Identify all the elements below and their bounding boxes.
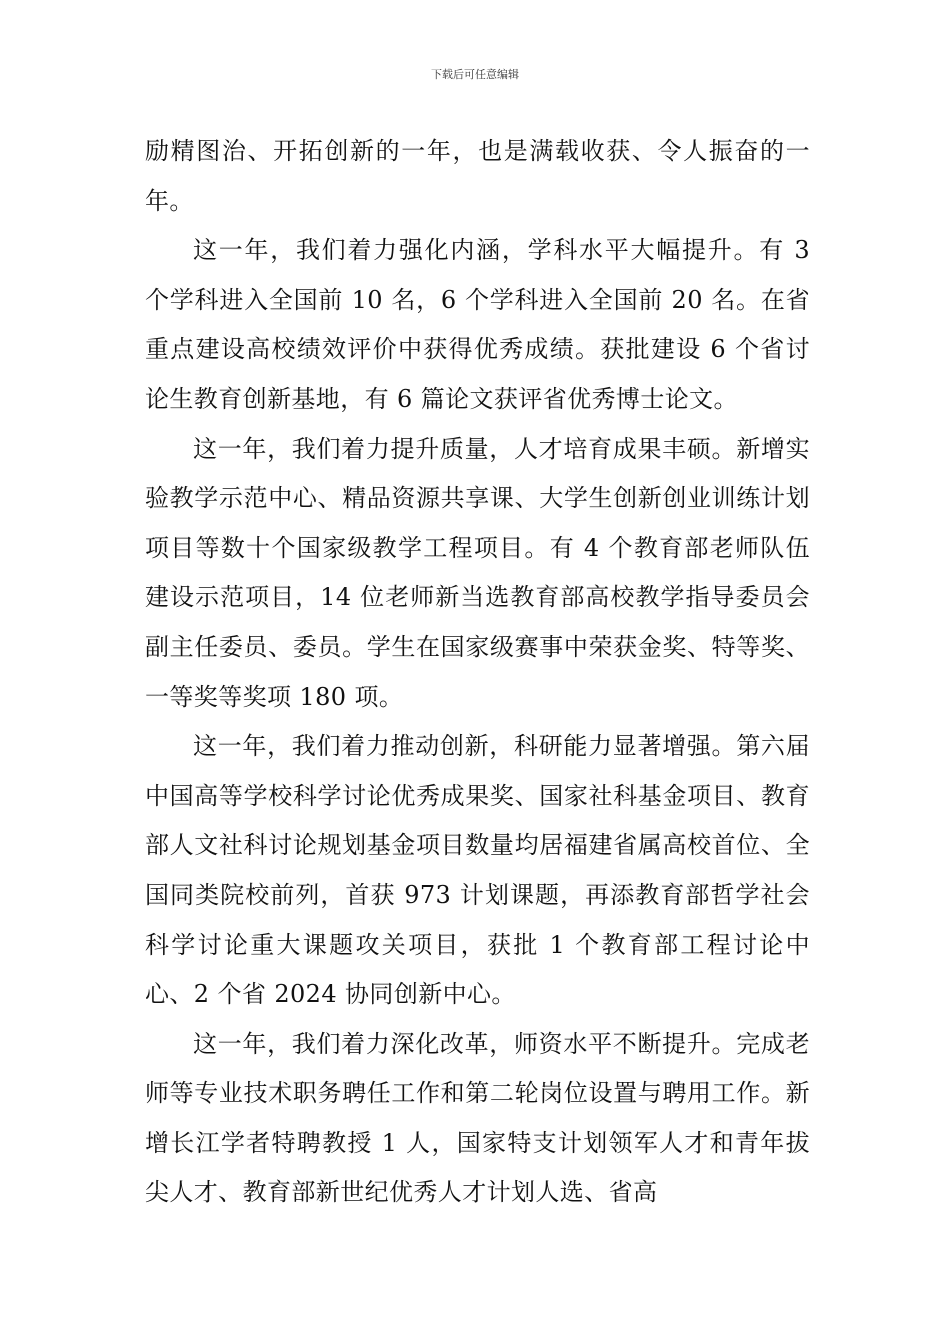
paragraph: 这一年，我们着力深化改革，师资水平不断提升。完成老师等专业技术职务聘任工作和第二轮岗位设置与聘用工作。新增长江学者特聘教授 1 人，国家特支计划领军人才和青年拔尖人才、教育部新世纪优秀人才计划人选、省高 [145,1029,810,1207]
paragraph: 这一年，我们着力强化内涵，学科水平大幅提升。有 3 个学科进入全国前 10 名，6 个学科进入全国前 20 名。在省重点建设高校绩效评价中获得优秀成绩。获批建设 6 个省讨论生教育创新基地，有 6 篇论文获评省优秀博士论文。 [145,236,810,413]
paragraph: 这一年，我们着力提升质量，人才培育成果丰硕。新增实验教学示范中心、精品资源共享课、大学生创新创业训练计划项目等数十个国家级教学工程项目。有 4 个教育部老师队伍建设示范项目，14 位老师新当选教育部高校教学指导委员会副主任委员、委员。学生在国家级赛事中荣获金奖、特等奖、一等奖等奖项 180 项。 [145,434,810,711]
page-header: 下载后可任意编辑 [431,68,519,81]
document-body [145,127,810,1218]
paragraph: 这一年，我们着力推动创新，科研能力显著增强。第六届中国高等学校科学讨论优秀成果奖、国家社科基金项目、教育部人文社科讨论规划基金项目数量均居福建省属高校首位、全国同类院校前列，首获 973 计划课题，再添教育部哲学社会科学讨论重大课题攻关项目，获批 1 个教育部工程讨论中心、2 个省 2024 协同创新中心。 [145,732,810,1009]
paragraph: 励精图治、开拓创新的一年，也是满载收获、令人振奋的一年。 [145,137,810,215]
